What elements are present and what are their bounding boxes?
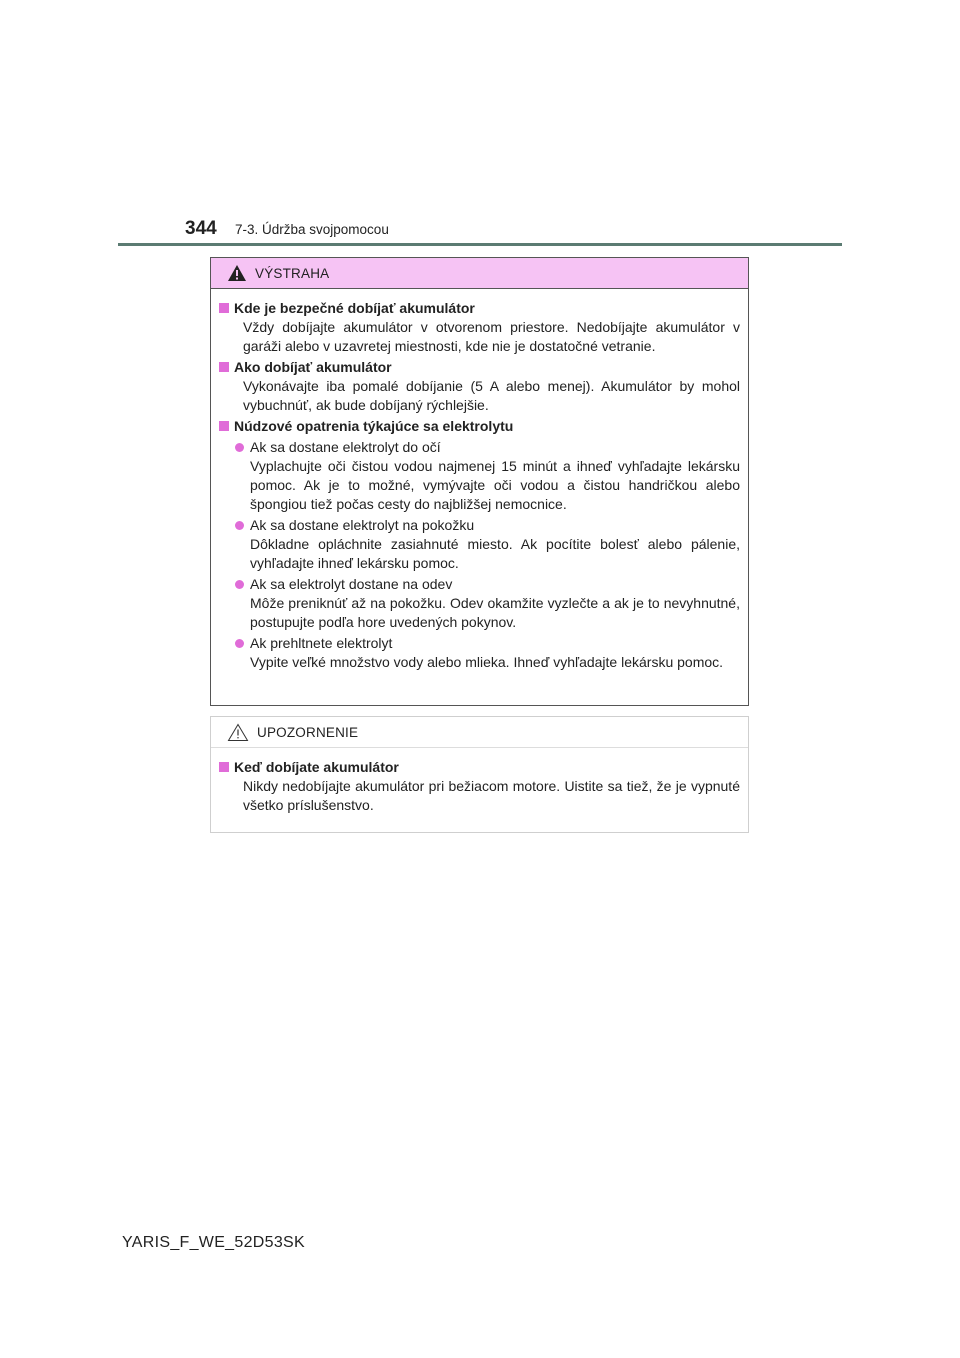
- circle-bullet-icon: [235, 639, 244, 648]
- circle-bullet-icon: [235, 521, 244, 530]
- item-title: Kde je bezpečné dobíjať akumulátor: [234, 300, 475, 316]
- warning-item: [219, 417, 740, 672]
- sub-item-text: Dôkladne opláchnite zasiahnuté miesto. Ak pocítite bolesť alebo pálenie, vyhľadajte ihneď lekársku pomoc.: [250, 536, 740, 571]
- warning-body: [211, 289, 748, 672]
- circle-bullet-icon: [235, 580, 244, 589]
- item-title: Ako dobíjať akumulátor: [234, 359, 392, 375]
- item-text: Vykonávajte iba pomalé dobíjanie (5 A alebo menej). Akumulátor by mohol vybuchnúť, ak bude dobíjaný rýchlejšie.: [243, 378, 740, 413]
- square-bullet-icon: [219, 303, 229, 313]
- sub-item-title: Ak sa dostane elektrolyt do očí: [250, 439, 441, 455]
- warning-title: VÝSTRAHA: [255, 265, 330, 281]
- header-divider: [118, 243, 842, 246]
- sub-item: [219, 634, 740, 672]
- caution-body: [211, 748, 748, 815]
- sub-item-title: Ak sa elektrolyt dostane na odev: [250, 576, 453, 592]
- page-header: [185, 218, 845, 246]
- warning-item: [219, 358, 740, 415]
- warning-triangle-icon: [227, 264, 247, 282]
- document-code: YARIS_F_WE_52D53SK: [122, 1234, 305, 1251]
- warning-item: [219, 299, 740, 356]
- item-title: Núdzové opatrenia týkajúce sa elektrolytu: [234, 418, 514, 434]
- caution-item: [219, 758, 740, 815]
- page-number: 344: [185, 218, 217, 239]
- caution-header: [211, 717, 748, 748]
- sub-item-text: Vyplachujte oči čistou vodou najmenej 15 minút a ihneď vyhľadajte lekársku pomoc. Ak je to možné, vymývajte oči vodou a čistou handričkou alebo špongiou tiež počas cesty do najbližšej nemocnice.: [250, 458, 740, 512]
- sub-item: [219, 575, 740, 632]
- caution-triangle-icon: [227, 723, 249, 742]
- square-bullet-icon: [219, 362, 229, 372]
- sub-item-text: Vypite veľké množstvo vody alebo mlieka. Ihneď vyhľadajte lekársku pomoc.: [250, 654, 724, 670]
- square-bullet-icon: [219, 421, 229, 431]
- sub-item-title: Ak prehltnete elektrolyt: [250, 635, 393, 651]
- sub-item-title: Ak sa dostane elektrolyt na pokožku: [250, 517, 475, 533]
- caution-box: [210, 716, 749, 833]
- section-title: 7-3. Údržba svojpomocou: [235, 222, 389, 237]
- sub-item-text: Môže preniknúť až na pokožku. Odev okamžite vyzlečte a ak je to nevyhnutné, postupujte podľa hore uvedených pokynov.: [250, 595, 740, 630]
- warning-box: [210, 257, 749, 706]
- warning-header: [211, 258, 748, 289]
- caution-title: UPOZORNENIE: [257, 724, 359, 740]
- item-text: Vždy dobíjajte akumulátor v otvorenom priestore. Nedobíjajte akumulátor v garáži alebo v uzavretej miestnosti, kde nie je dostatočné vetranie.: [243, 319, 740, 354]
- sub-item: [219, 438, 740, 514]
- item-title: Keď dobíjate akumulátor: [234, 759, 399, 775]
- item-text: Nikdy nedobíjajte akumulátor pri bežiacom motore. Uistite sa tiež, že je vypnuté všetko príslušenstvo.: [243, 778, 740, 813]
- sub-item: [219, 516, 740, 573]
- square-bullet-icon: [219, 762, 229, 772]
- circle-bullet-icon: [235, 443, 244, 452]
